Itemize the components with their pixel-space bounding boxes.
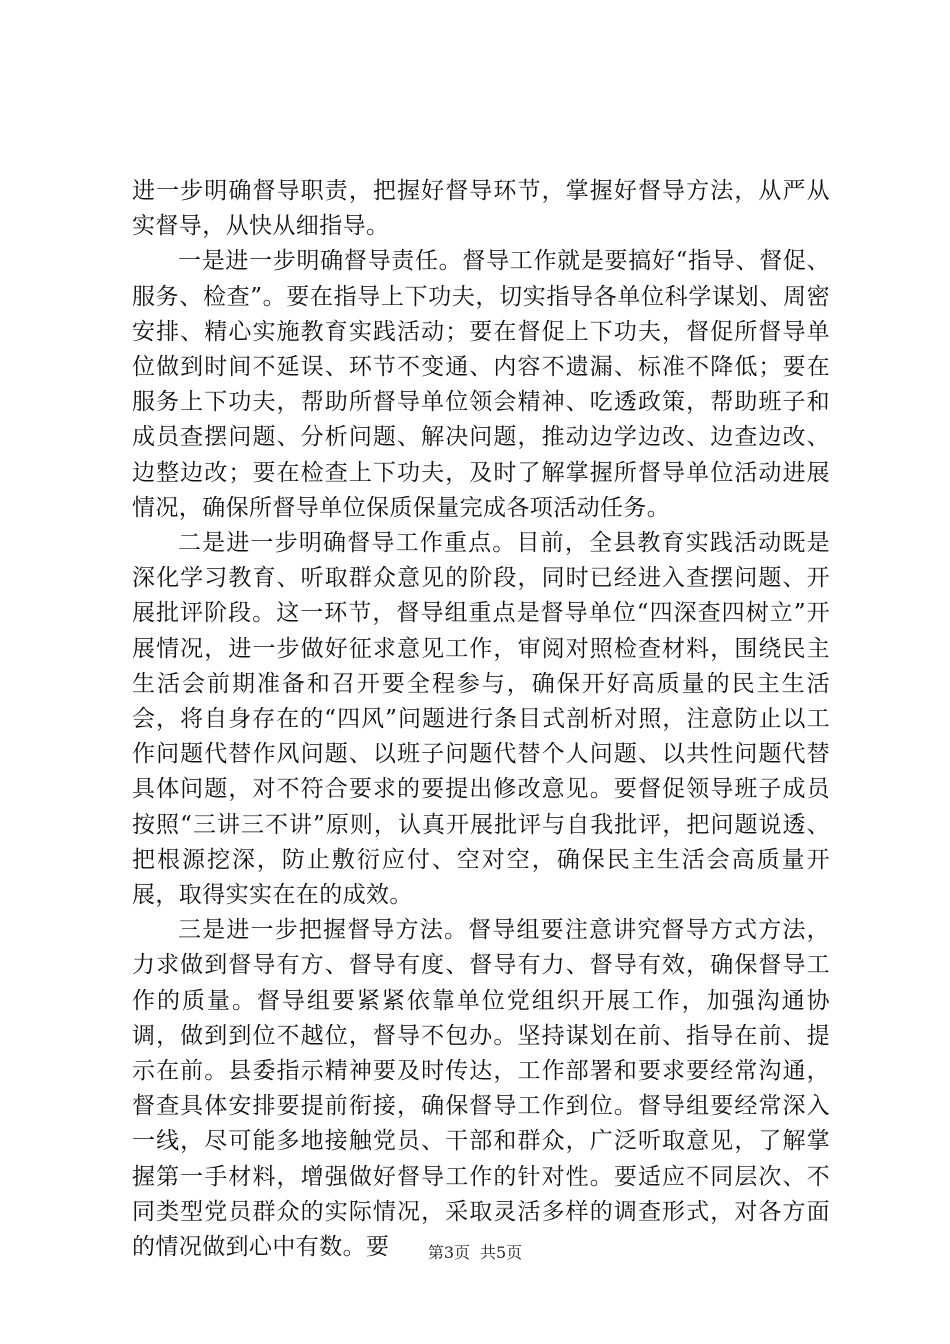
paragraph-supervision-responsibility: 一是进一步明确督导责任。督导工作就是要搞好“指导、督促、服务、检查”。要在指导上下功夫，切实指导各单位科学谋划、周密安排、精心实施教育实践活动；要在督促上下功夫，督促所督导单位做到时间不延误、环节不变通、内容不遗漏、标准不降低；要在服务上下功夫，帮助所督导单位领会精神、吃透政策，帮助班子和成员查摆问题、分析问题、解决问题，推动边学边改、边查边改、边整边改；要在检查上下功夫，及时了解掌握所督导单位活动进展情况，确保所督导单位保质保量完成各项活动任务。 — [132, 248, 830, 521]
page-footer — [0, 1243, 950, 1263]
paragraph-supervision-focus: 二是进一步明确督导工作重点。目前，全县教育实践活动既是深化学习教育、听取群众意见的阶段，同时已经进入查摆问题、开展批评阶段。这一环节，督导组重点是督导单位“四深查四树立”开展情况，进一步做好征求意见工作，审阅对照检查材料，围绕民主生活会前期准备和召开要全程参与，确保开好高质量的民主生活会，将自身存在的“四风”问题进行条目式剖析对照，注意防止以工作问题代替作风问题、以班子问题代替个人问题、以共性问题代替具体问题，对不符合要求的要提出修改意见。要督促领导班子成员按照“三讲三不讲”原则，认真开展批评与自我批评，把问题说透、把根源挖深，防止敷衍应付、空对空，确保民主生活会高质量开展，取得实实在在的成效。 — [132, 530, 830, 909]
paragraph-supervision-methods: 三是进一步把握督导方法。督导组要注意讲究督导方式方法，力求做到督导有方、督导有度、督导有力、督导有效，确保督导工作的质量。督导组要紧紧依靠单位党组织开展工作，加强沟通协调，做到到位不越位，督导不包办。坚持谋划在前、指导在前、提示在前。县委指示精神要及时传达，工作部署和要求要经常沟通，督查具体安排要提前衔接，确保督导工作到位。督导组要经常深入一线，尽可能多地接触党员、干部和群众，广泛听取意见，了解掌握第一手材料，增强做好督导工作的针对性。要适应不同层次、不同类型党员群众的实际情况，采取灵活多样的调查形式，对各方面的情况做到心中有数。要 — [132, 917, 830, 1261]
paragraph-continuation: 进一步明确督导职责，把握好督导环节，掌握好督导方法，从严从实督导，从快从细指导。 — [132, 178, 830, 240]
document-body — [132, 174, 830, 1265]
page-total: 共5页 — [480, 1243, 523, 1262]
page-number: 第3页 — [427, 1243, 470, 1262]
